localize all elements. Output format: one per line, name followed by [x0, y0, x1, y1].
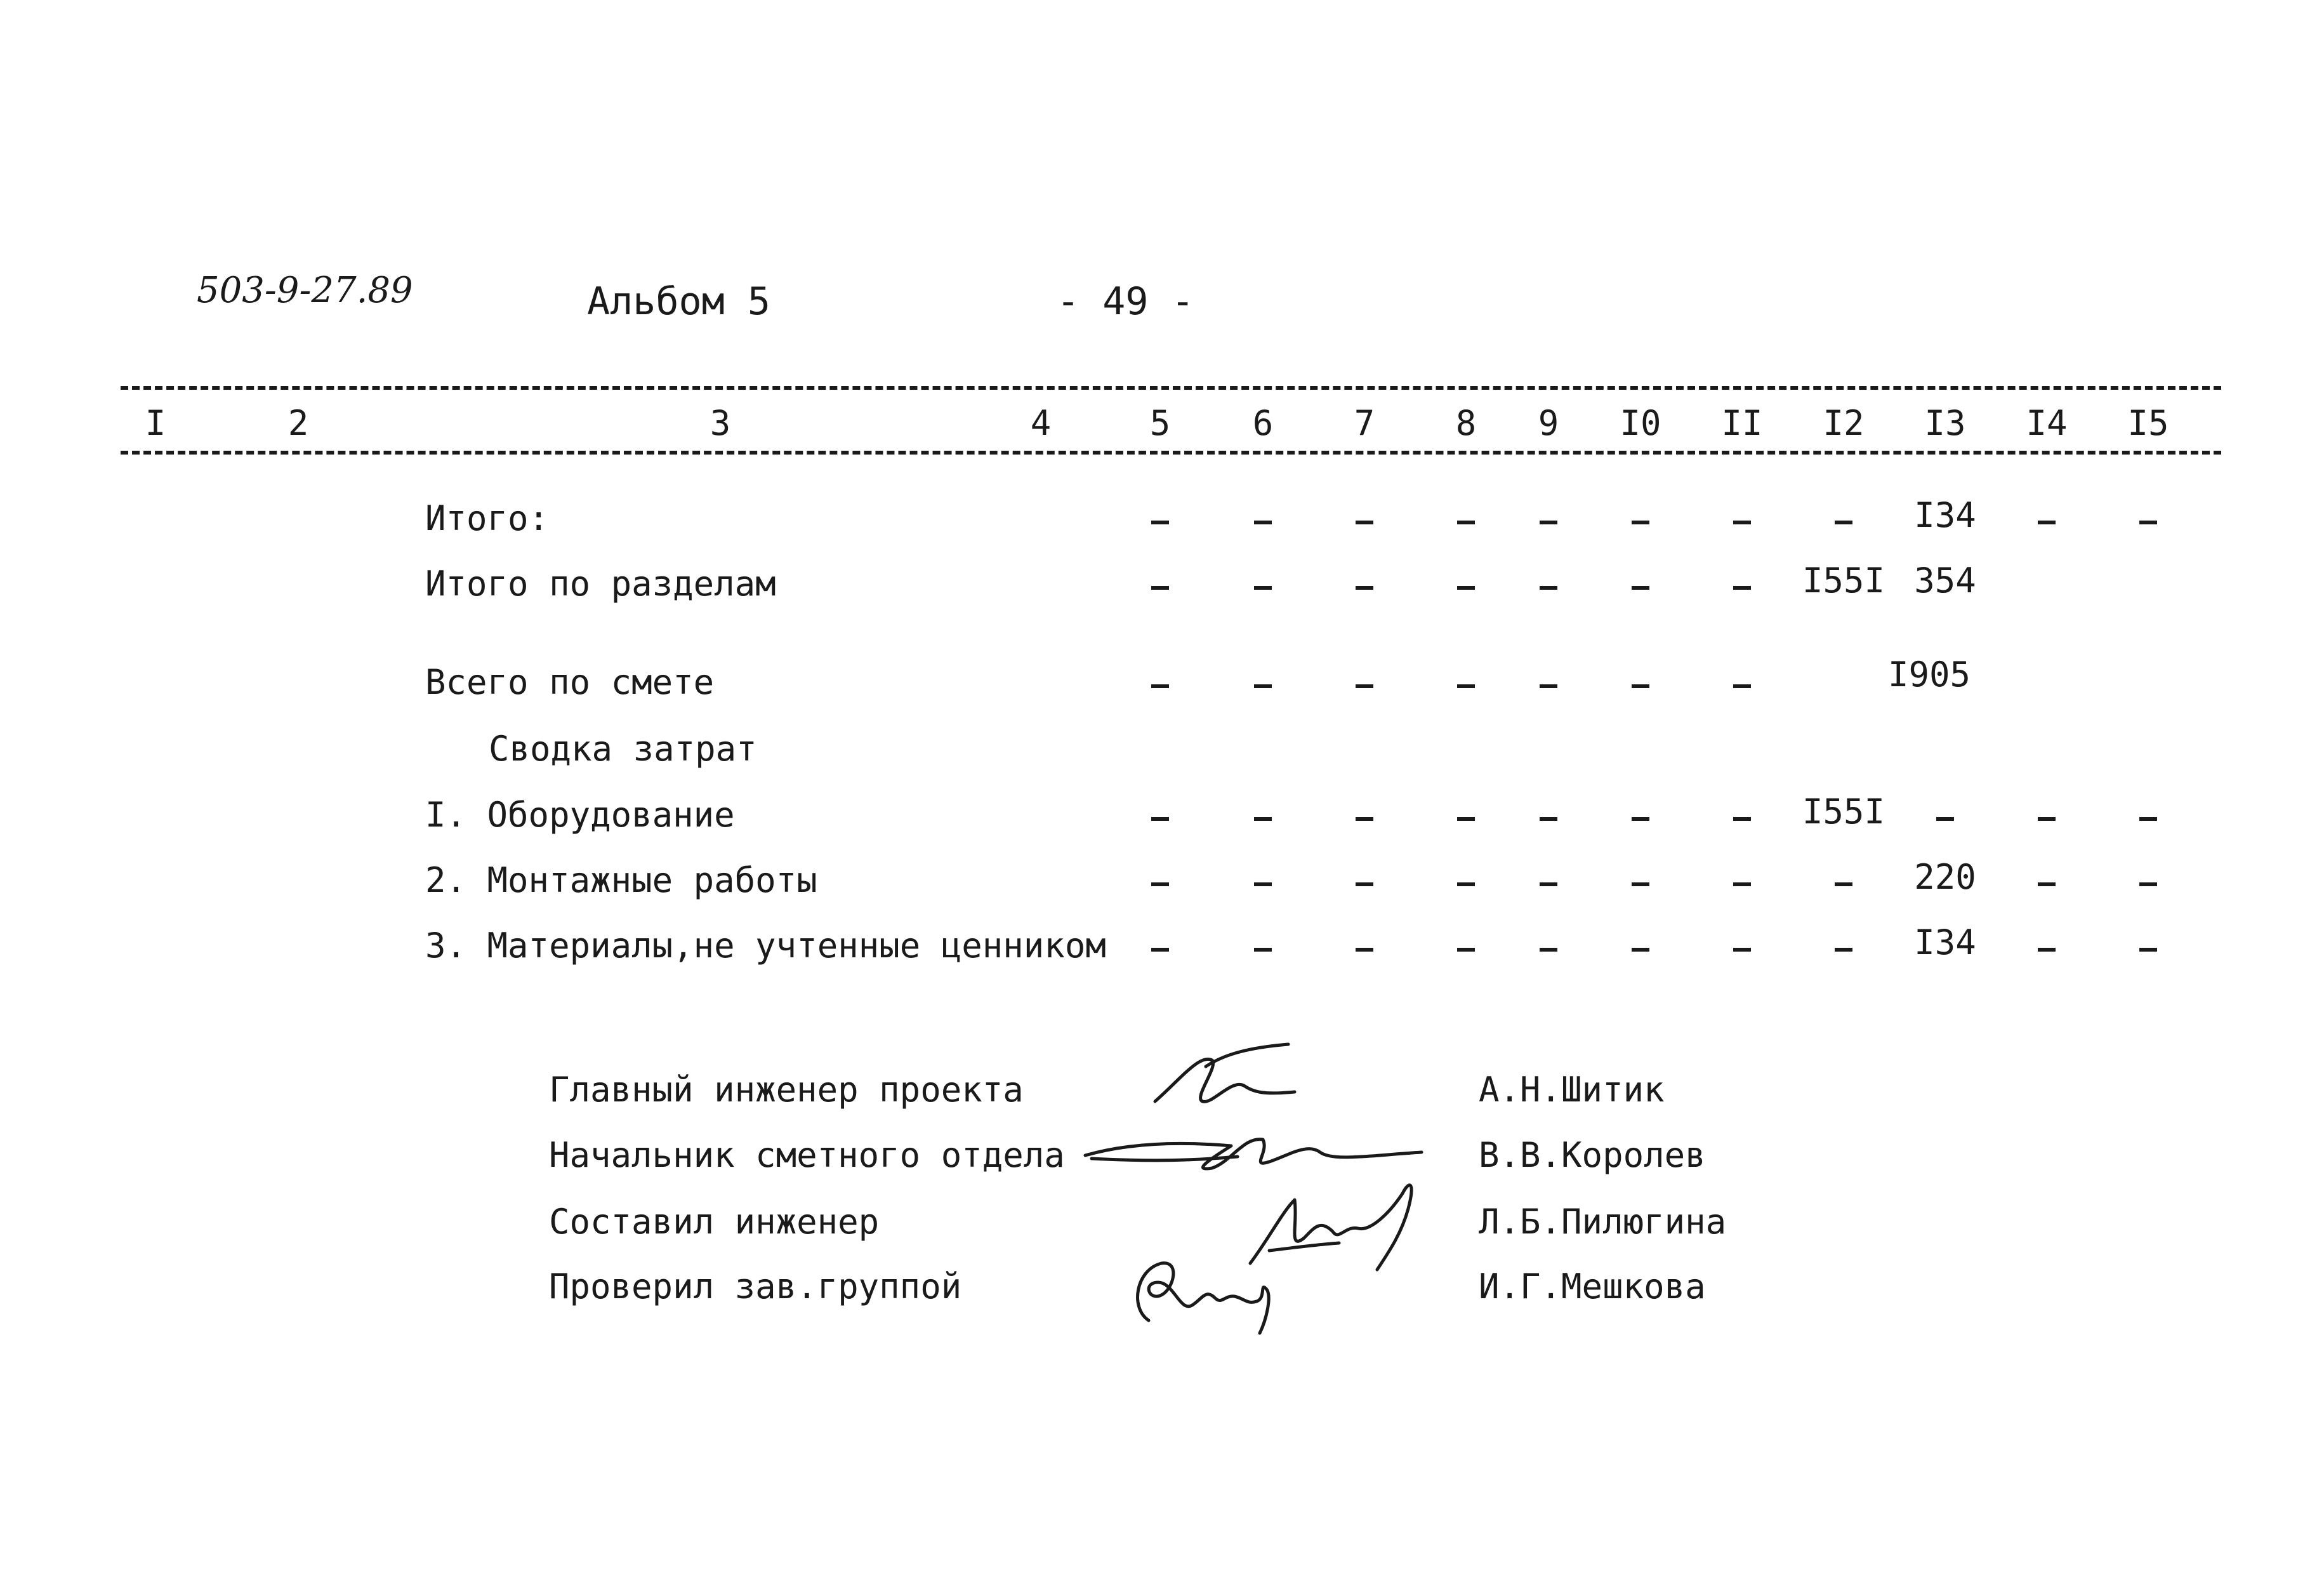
- empty-cell-dash: [1151, 586, 1169, 590]
- col-5: 5: [1149, 403, 1171, 443]
- empty-cell-dash: [1254, 817, 1272, 821]
- empty-cell-dash: [1151, 817, 1169, 821]
- empty-cell-dash: [1733, 817, 1751, 821]
- empty-cell-dash: [1356, 684, 1373, 688]
- empty-cell-dash: [1733, 684, 1751, 688]
- empty-cell-dash: [1151, 521, 1169, 524]
- table-cell-value: I34: [1914, 495, 1976, 535]
- empty-cell-dash: [1733, 586, 1751, 590]
- empty-cell-dash: [1254, 684, 1272, 688]
- empty-cell-dash: [1632, 586, 1649, 590]
- empty-cell-dash: [1540, 948, 1557, 952]
- empty-cell-dash: [1457, 882, 1475, 886]
- header-rule-bottom: [121, 451, 2221, 455]
- col-11: II: [1721, 403, 1763, 443]
- col-1: I: [145, 403, 166, 443]
- empty-cell-dash: [1733, 882, 1751, 886]
- empty-cell-dash: [1356, 586, 1373, 590]
- table-cell-value: 220: [1914, 857, 1976, 897]
- table-cell-value: I55I: [1802, 561, 1885, 601]
- row-label: 2. Монтажные работы: [425, 860, 817, 900]
- empty-cell-dash: [1254, 586, 1272, 590]
- col-10: I0: [1620, 403, 1661, 443]
- empty-cell-dash: [1151, 948, 1169, 952]
- col-13: I3: [1924, 403, 1966, 443]
- empty-cell-dash: [1540, 521, 1557, 524]
- empty-cell-dash: [1254, 882, 1272, 886]
- empty-cell-dash: [1632, 948, 1649, 952]
- table-cell-value: 354: [1914, 561, 1976, 601]
- signer-role: Проверил зав.группой: [549, 1266, 962, 1306]
- empty-cell-dash: [2139, 521, 2157, 524]
- empty-cell-dash: [1356, 948, 1373, 952]
- row-label: I. Оборудование: [425, 795, 735, 835]
- empty-cell-dash: [1151, 882, 1169, 886]
- table-cell-value: I55I: [1802, 792, 1885, 832]
- empty-cell-dash: [1356, 817, 1373, 821]
- empty-cell-dash: [2038, 948, 2056, 952]
- col-8: 8: [1455, 403, 1477, 443]
- col-4: 4: [1030, 403, 1052, 443]
- col-7: 7: [1354, 403, 1375, 443]
- col-2: 2: [287, 403, 309, 443]
- empty-cell-dash: [2038, 882, 2056, 886]
- section-heading: Сводка затрат: [489, 729, 757, 769]
- empty-cell-dash: [1457, 684, 1475, 688]
- empty-cell-dash: [1356, 521, 1373, 524]
- empty-cell-dash: [1356, 882, 1373, 886]
- empty-cell-dash: [1457, 586, 1475, 590]
- col-6: 6: [1252, 403, 1274, 443]
- empty-cell-dash: [1540, 684, 1557, 688]
- empty-cell-dash: [1835, 521, 1852, 524]
- col-9: 9: [1538, 403, 1559, 443]
- row-label: 3. Материалы,не учтенные ценником: [425, 926, 1106, 966]
- signer-role: Начальник сметного отдела: [549, 1135, 1065, 1175]
- empty-cell-dash: [1936, 817, 1954, 821]
- col-15: I5: [2127, 403, 2169, 443]
- empty-cell-dash: [1540, 817, 1557, 821]
- empty-cell-dash: [1632, 817, 1649, 821]
- row-label: Итого по разделам: [425, 564, 776, 604]
- empty-cell-dash: [1733, 521, 1751, 524]
- empty-cell-dash: [2139, 817, 2157, 821]
- empty-cell-dash: [2038, 817, 2056, 821]
- document-code: 503-9-27.89: [197, 270, 413, 311]
- signature-4-handwriting: [1123, 1244, 1288, 1339]
- album-label: Альбом 5: [587, 279, 770, 324]
- page-number: - 49 -: [1057, 279, 1194, 324]
- empty-cell-dash: [1733, 948, 1751, 952]
- signer-role: Главный инженер проекта: [549, 1070, 1024, 1110]
- empty-cell-dash: [2139, 882, 2157, 886]
- signer-name: Л.Б.Пилюгина: [1479, 1202, 1727, 1242]
- empty-cell-dash: [1151, 684, 1169, 688]
- signer-name: В.В.Королев: [1479, 1135, 1706, 1175]
- empty-cell-dash: [2139, 948, 2157, 952]
- empty-cell-dash: [1632, 882, 1649, 886]
- empty-cell-dash: [1457, 948, 1475, 952]
- empty-cell-dash: [1540, 882, 1557, 886]
- col-14: I4: [2026, 403, 2068, 443]
- signature-1-handwriting: [1142, 1041, 1307, 1117]
- empty-cell-dash: [1632, 684, 1649, 688]
- row-label: Всего по смете: [425, 662, 715, 702]
- signer-name: И.Г.Мешкова: [1479, 1266, 1706, 1306]
- header-rule-top: [121, 386, 2221, 390]
- grand-total-value: I905: [1888, 655, 1971, 694]
- empty-cell-dash: [1254, 521, 1272, 524]
- empty-cell-dash: [1457, 521, 1475, 524]
- col-12: I2: [1823, 403, 1865, 443]
- signer-role: Составил инженер: [549, 1202, 880, 1242]
- empty-cell-dash: [1632, 521, 1649, 524]
- empty-cell-dash: [1254, 948, 1272, 952]
- empty-cell-dash: [1835, 882, 1852, 886]
- empty-cell-dash: [1540, 586, 1557, 590]
- empty-cell-dash: [2038, 521, 2056, 524]
- table-cell-value: I34: [1914, 922, 1976, 962]
- row-label: Итого:: [425, 498, 550, 538]
- empty-cell-dash: [1835, 948, 1852, 952]
- signer-name: А.Н.Шитик: [1479, 1070, 1665, 1110]
- col-3: 3: [710, 403, 731, 443]
- empty-cell-dash: [1457, 817, 1475, 821]
